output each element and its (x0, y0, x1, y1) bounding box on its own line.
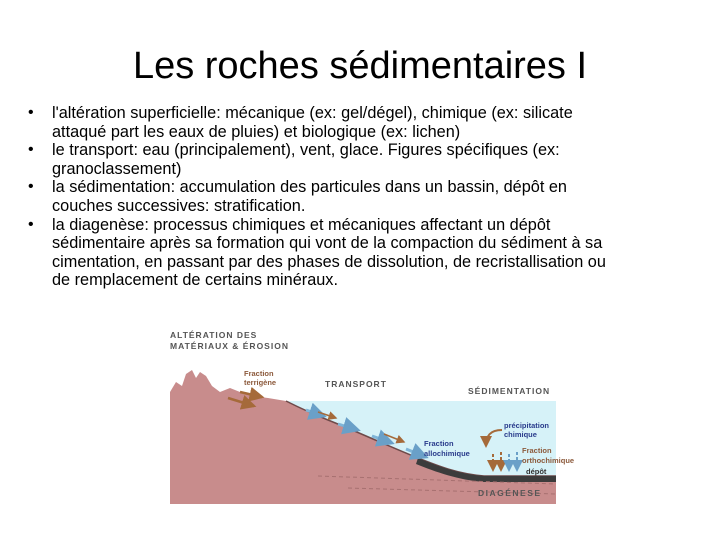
bullet-line: attaqué part les eaux de pluies) et biologique (ex: lichen) (52, 122, 461, 141)
bullet-alteration (26, 104, 686, 141)
bullet-dot-icon: • (28, 178, 34, 196)
label-fraction-orthochimique-1: Fraction (522, 446, 552, 455)
bullet-dot-icon: • (28, 141, 34, 159)
bullet-line: granoclassement) (52, 159, 182, 178)
slide-title: Les roches sédimentaires I (132, 45, 588, 87)
heading-alteration-line1: ALTÉRATION DES (170, 330, 258, 340)
bullet-line: de remplacement de certains minéraux. (52, 271, 338, 290)
label-precipitation-2: chimique (504, 430, 537, 439)
bullet-dot-icon: • (28, 215, 34, 233)
label-fraction-terrigene-1: Fraction (244, 369, 274, 378)
label-sedimentation: SÉDIMENTATION (468, 386, 551, 396)
bullet-dot-icon: • (28, 104, 34, 121)
bullet-line: le transport: eau (principalement), vent, glace. Figures spécifiques (ex: (52, 141, 560, 160)
bullet-diagenese (26, 216, 686, 290)
bullet-line: couches successives: stratification. (52, 196, 306, 215)
bullet-line: sédimentaire après sa formation qui vont de la compaction du sédiment à sa (52, 234, 603, 253)
label-depot: dépôt (526, 467, 547, 476)
label-fraction-allochimique-1: Fraction (424, 439, 454, 448)
bullet-list (26, 104, 686, 290)
bullet-line: l'altération superficielle: mécanique (ex: gel/dégel), chimique (ex: silicate (52, 104, 573, 122)
sedimentation-diagram (168, 326, 575, 504)
label-fraction-terrigene-2: terrigène (244, 378, 277, 387)
bullet-sedimentation (26, 178, 686, 215)
bullet-line: cimentation, en passant par des phases de dissolution, de recristallisation ou (52, 252, 606, 271)
heading-alteration-line2: MATÉRIAUX & ÉROSION (170, 341, 289, 351)
bullet-line: la diagenèse: processus chimiques et mécaniques affectant un dépôt (52, 215, 551, 234)
bullet-line: la sédimentation: accumulation des particules dans un bassin, dépôt en (52, 178, 567, 197)
bullet-transport (26, 141, 686, 178)
label-precipitation-1: précipitation (504, 421, 550, 430)
label-transport: TRANSPORT (325, 379, 387, 389)
label-fraction-allochimique-2: allochimique (424, 449, 470, 458)
label-fraction-orthochimique-2: orthochimique (522, 456, 575, 465)
label-diagenese: DIAGÉNESE (478, 488, 542, 498)
